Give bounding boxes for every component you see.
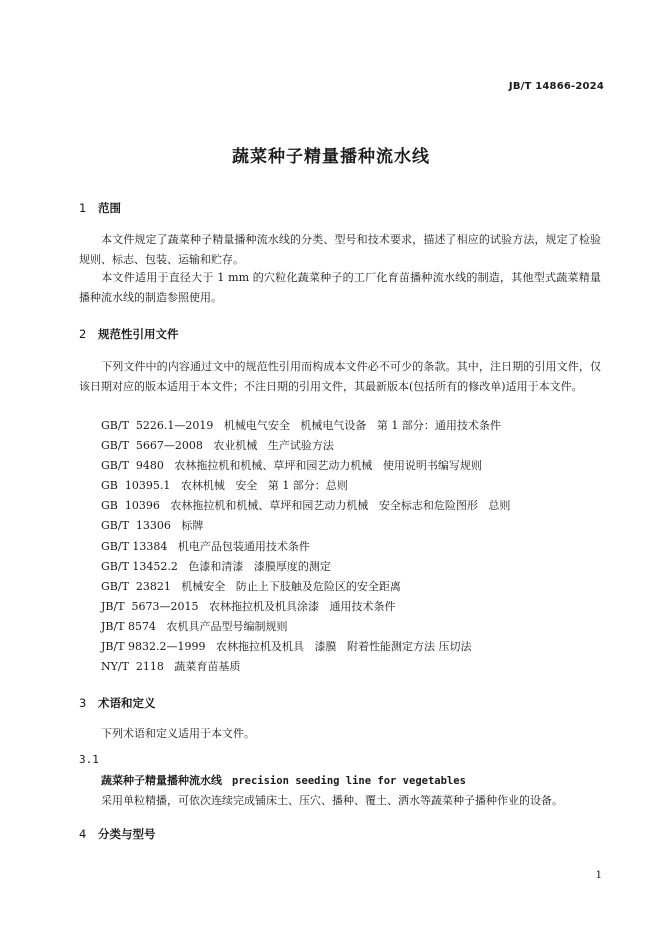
section-number: 4	[79, 827, 87, 841]
section-number: 1	[79, 201, 87, 215]
reference-item: GB/T 9480 农林拖拉机和机械、草坪和园艺动力机械 使用说明书编写规则	[101, 459, 482, 473]
scope-paragraph-2: 本文件适用于直径大于 1 mm 的穴粒化蔬菜种子的工厂化育苗播种流水线的制造，其他型式蔬菜精量播种流水线的制造参照使用。	[79, 271, 601, 304]
section-heading-terms	[79, 695, 156, 711]
section-title: 术语和定义	[98, 696, 156, 710]
reference-item: JB/T 5673—2015 农林拖拉机及机具涂漆 通用技术条件	[101, 599, 396, 613]
section-heading-normative-references	[79, 326, 179, 342]
document-title: 蔬菜种子精量播种流水线	[232, 147, 430, 167]
reference-item: GB/T 23821 机械安全 防止上下肢触及危险区的安全距离	[101, 579, 401, 593]
terms-intro-paragraph: 下列术语和定义适用于本文件。	[101, 727, 255, 740]
reference-item: GB/T 5226.1—2019 机械电气安全 机械电气设备 第 1 部分：通用技术条件	[101, 419, 501, 432]
reference-item: GB 10395.1 农林机械 安全 第 1 部分：总则	[101, 479, 348, 493]
reference-item: NY/T 2118 蔬菜育苗基质	[101, 660, 241, 674]
reference-item: GB/T 13452.2 色漆和清漆 漆膜厚度的测定	[101, 559, 331, 573]
term-heading	[101, 772, 466, 788]
section-title: 范围	[98, 201, 121, 215]
scope-paragraph-1: 本文件规定了蔬菜种子精量播种流水线的分类、型号和技术要求，描述了相应的试验方法，规定了检验规则、标志、包装、运输和贮存。	[79, 233, 601, 266]
term-definition: 采用单粒精播，可依次连续完成铺床土、压穴、播种、覆土、洒水等蔬菜种子播种作业的设备。	[101, 794, 563, 807]
reference-item: JB/T 8574 农机具产品型号编制规则	[101, 619, 288, 633]
reference-item: JB/T 9832.2—1999 农林拖拉机及机具 漆膜 附着性能测定方法 压切法	[101, 640, 472, 654]
section-title: 分类与型号	[98, 827, 156, 841]
term-english: precision seeding line for vegetables	[232, 775, 466, 787]
section-title: 规范性引用文件	[98, 327, 179, 341]
normative-intro-paragraph: 下列文件中的内容通过文中的规范性引用而构成本文件必不可少的条款。其中，注日期的引用文件，仅该日期对应的版本适用于本文件；不注日期的引用文件，其最新版本(包括所有的修改单)适用于本文件。	[79, 360, 601, 393]
term-chinese: 蔬菜种子精量播种流水线	[101, 774, 222, 787]
section-heading-scope	[79, 200, 121, 216]
section-number: 3	[79, 696, 87, 710]
reference-item: GB/T 13306 标牌	[101, 519, 204, 533]
reference-item: GB 10396 农林拖拉机和机械、草坪和园艺动力机械 安全标志和危险图形 总则	[101, 499, 511, 513]
page-number: 1	[595, 870, 602, 881]
reference-item: GB/T 5667—2008 农业机械 生产试验方法	[101, 439, 334, 453]
reference-list	[101, 416, 510, 677]
term-number: 3.1	[79, 753, 99, 766]
reference-item: GB/T 13384 机电产品包装通用技术条件	[101, 539, 310, 553]
section-heading-classification	[79, 826, 156, 842]
section-number: 2	[79, 327, 87, 341]
standard-code: JB/T 14866-2024	[508, 81, 604, 92]
